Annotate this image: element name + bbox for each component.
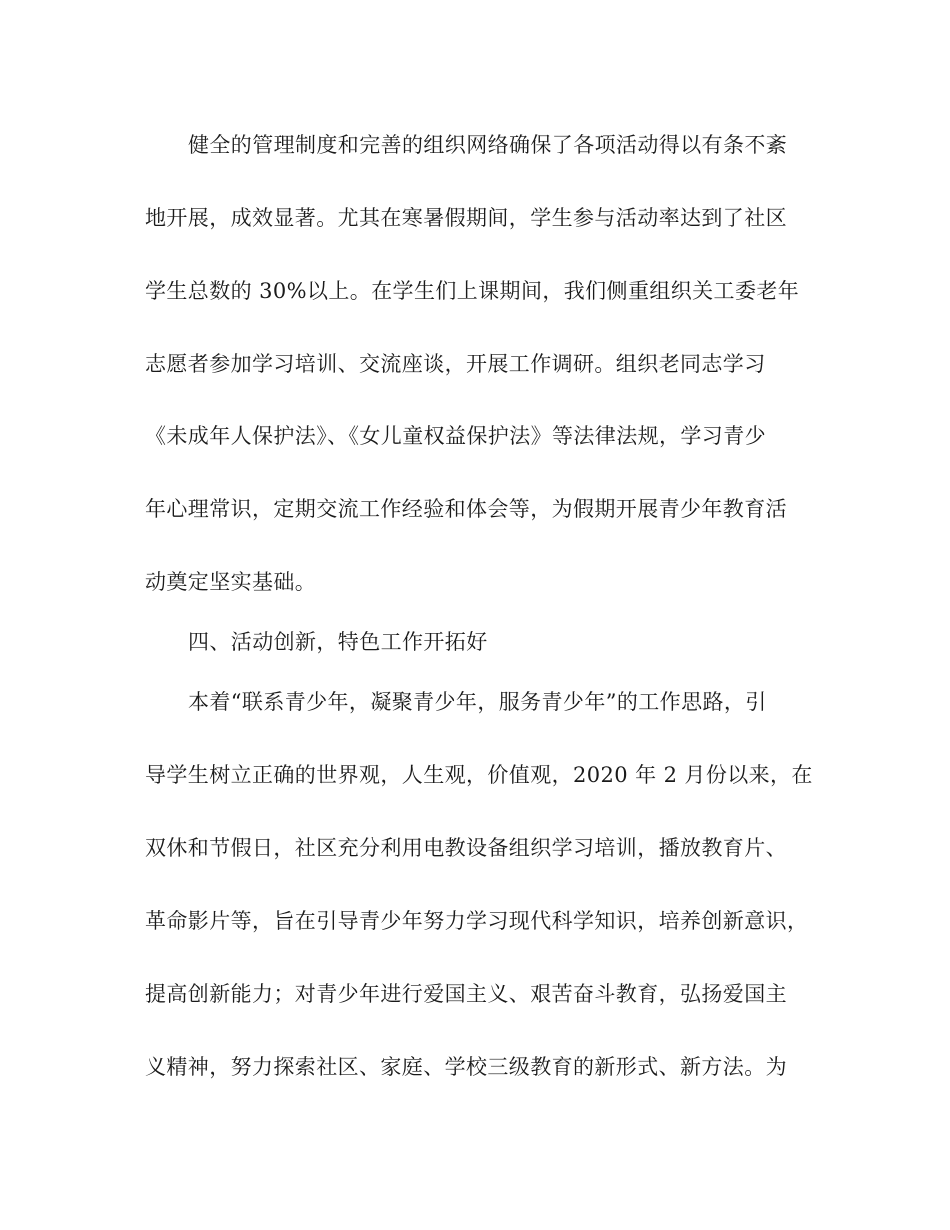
paragraph-line: 健全的管理制度和完善的组织网络确保了各项活动得以有条不紊 [188, 133, 788, 157]
paragraph-line: 提高创新能力；对青少年进行爱国主义、艰苦奋斗教育，弘扬爱国主 [145, 982, 787, 1006]
paragraph-line: 动奠定坚实基础。 [145, 570, 317, 594]
paragraph-line: 本着“联系青少年，凝聚青少年，服务青少年”的工作思路，引 [188, 690, 767, 714]
paragraph-line: 革命影片等，旨在引导青少年努力学习现代科学知识，培养创新意识， [145, 909, 809, 933]
paragraph-line: 《未成年人保护法》、《女儿童权益保护法》等法律法规，学习青少 [145, 424, 766, 448]
section-heading: 四、活动创新，特色工作开拓好 [188, 630, 488, 654]
paragraph-line: 导学生树立正确的世界观，人生观，价值观，2020 年 2 月份以来，在 [145, 763, 813, 787]
paragraph-line: 志愿者参加学习培训、交流座谈，开展工作调研。组织老同志学习 [145, 352, 766, 376]
paragraph-line: 义精神，努力探索社区、家庭、学校三级教育的新形式、新方法。为 [145, 1055, 787, 1079]
paragraph-line: 地开展，成效显著。尤其在寒暑假期间，学生参与活动率达到了社区 [145, 206, 787, 230]
paragraph-line: 双休和节假日，社区充分利用电教设备组织学习培训，播放教育片、 [145, 836, 787, 860]
paragraph-line: 学生总数的 30%以上。在学生们上课期间，我们侧重组织关工委老年 [145, 279, 800, 303]
paragraph-line: 年心理常识，定期交流工作经验和体会等，为假期开展青少年教育活 [145, 497, 787, 521]
